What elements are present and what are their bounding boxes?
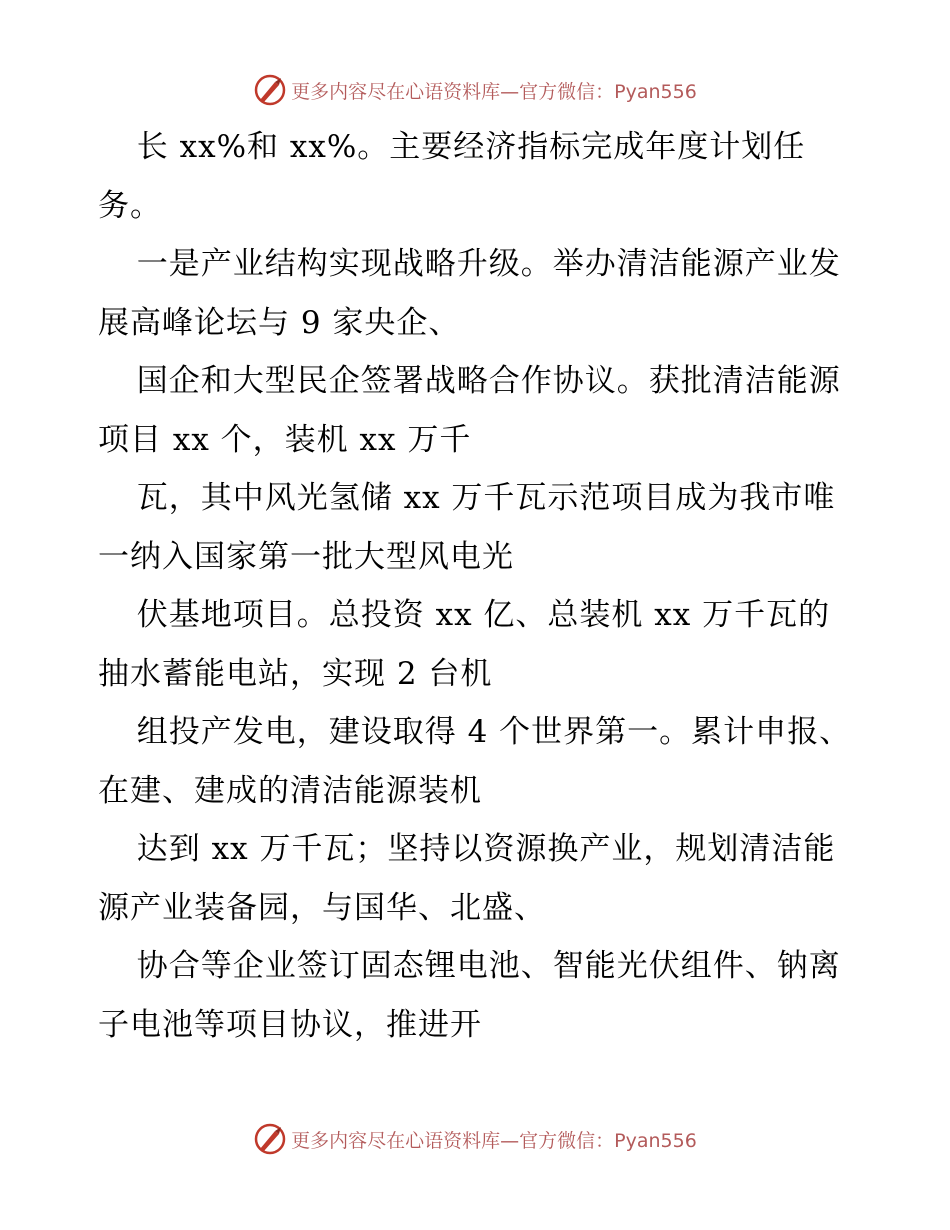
paragraph-7 xyxy=(98,820,858,937)
watermark-text: 更多内容尽在心语资料库—官方微信：Pyan556 xyxy=(291,80,697,103)
line: 瓦，其中风光氢储 xx 万千瓦示范项目成为我市 xyxy=(136,480,804,516)
line: 达到 xx 万千瓦；坚持以资源换产业，规划清洁 xyxy=(136,831,804,867)
paragraph-6 xyxy=(98,703,858,820)
line: 源项目 xx 个，装机 xx 万千 xyxy=(98,363,841,458)
line: 伏基地项目。总投资 xx 亿、总装机 xx 万千瓦 xyxy=(136,597,799,633)
line: 报、在建、建成的清洁能源装机 xyxy=(98,714,852,809)
line: 一是产业结构实现战略升级。举办清洁能源产业 xyxy=(136,246,809,282)
line: 唯一纳入国家第一批大型风电光 xyxy=(98,480,836,575)
line: 国企和大型民企签署战略合作协议。获批清洁能 xyxy=(136,363,809,399)
line: 长 xx%和 xx%。主要经济指标完成年度计划任 xyxy=(136,129,806,165)
line: 务。 xyxy=(98,187,162,224)
document-body xyxy=(98,118,858,1054)
paragraph-2 xyxy=(98,235,858,352)
line: 能源产业装备园，与国华、北盛、 xyxy=(98,831,836,926)
footer-watermark xyxy=(0,1119,950,1159)
paragraph-8 xyxy=(98,937,858,1054)
line: 离子电池等项目协议，推进开 xyxy=(98,948,841,1043)
paragraph-4 xyxy=(98,469,858,586)
quill-logo-icon xyxy=(253,73,287,107)
quill-logo-icon xyxy=(253,1122,287,1156)
header-watermark xyxy=(0,70,950,110)
line: 发展高峰论坛与 9 家央企、 xyxy=(98,246,841,341)
paragraph-3 xyxy=(98,352,858,469)
line: 的抽水蓄能电站，实现 2 台机 xyxy=(98,597,831,692)
watermark-text: 更多内容尽在心语资料库—官方微信：Pyan556 xyxy=(291,1129,697,1152)
paragraph-5 xyxy=(98,586,858,703)
line: 协合等企业签订固态锂电池、智能光伏组件、钠 xyxy=(136,948,809,984)
line: 组投产发电，建设取得 4 个世界第一。累计申 xyxy=(136,714,788,750)
paragraph-1 xyxy=(98,118,858,235)
